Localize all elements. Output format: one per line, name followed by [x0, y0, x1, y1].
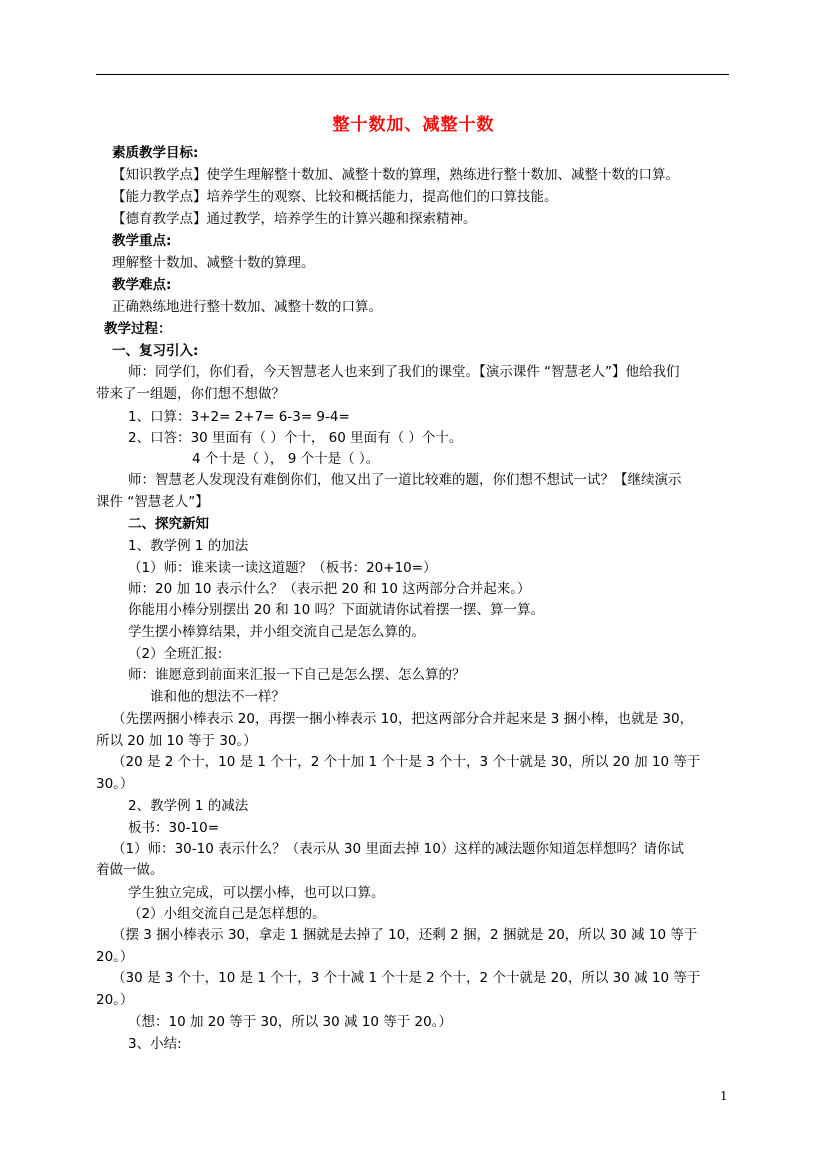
text-line: 理解整十数加、减整十数的算理。	[112, 255, 315, 271]
text-line: 30。）	[96, 776, 134, 792]
section-heading: 教学重点:	[112, 233, 172, 249]
section-heading: 一、复习引入:	[112, 343, 199, 359]
text-line: 课件 “智慧老人”】	[96, 494, 209, 510]
text-line: 【德育教学点】通过教学，培养学生的计算兴趣和探索精神。	[112, 211, 477, 227]
text-line: （摆 3 捆小棒表示 30，拿走 1 捆就是去掉了 10，还剩 2 捆，2 捆就是 20，所以 30 减 10 等于	[112, 927, 698, 943]
text-line: 1、教学例 1 的加法	[128, 538, 249, 554]
section-heading: 二、探究新知	[128, 516, 209, 532]
section-heading: 教学难点:	[112, 277, 172, 293]
text-line: 师：智慧老人发现没有难倒你们，他又出了一道比较难的题，你们想不想试一试？【继续演示	[128, 472, 682, 488]
text-line: 带来了一组题，你们想不想做？	[96, 386, 285, 402]
text-line: 你能用小棒分别摆出 20 和 10 吗？下面就请你试着摆一摆、算一算。	[128, 602, 545, 618]
text-line: 【能力教学点】培养学生的观察、比较和概括能力，提高他们的口算技能。	[112, 189, 558, 205]
text-line: 师：20 加 10 表示什么？（表示把 20 和 10 这两部分合并起来。）	[128, 581, 531, 597]
text-line: 20。）	[96, 992, 134, 1008]
page-number: 1	[720, 1089, 728, 1103]
text-line: 2、口答：30 里面有（ ）个十， 60 里面有（ ）个十。	[128, 430, 463, 446]
text-line: 2、教学例 1 的减法	[128, 798, 249, 814]
text-line: 着做一做。	[96, 862, 164, 878]
text-line: 师：谁愿意到前面来汇报一下自己是怎么摆、怎么算的？	[128, 667, 466, 683]
text-line: 1、口算：3+2= 2+7= 6-3= 9-4=	[128, 409, 350, 425]
text-line: 板书：30-10=	[128, 820, 220, 836]
text-line: 学生独立完成，可以摆小棒，也可以口算。	[128, 885, 385, 901]
text-line: 谁和他的想法不一样？	[150, 689, 285, 705]
page-title: 整十数加、减整十数	[332, 115, 495, 135]
section-heading: 素质教学目标:	[112, 145, 199, 161]
text-line: （先摆两捆小棒表示 20，再摆一捆小棒表示 10，把这两部分合并起来是 3 捆小棒，也就是 30，	[112, 711, 694, 727]
text-line: 3、小结:	[128, 1036, 182, 1052]
text-line: 学生摆小棒算结果，并小组交流自己是怎么算的。	[128, 624, 425, 640]
text-line: 20。）	[96, 949, 134, 965]
text-line: 【知识教学点】使学生理解整十数加、减整十数的算理，熟练进行整十数加、减整十数的口算。	[112, 167, 679, 183]
text-line: （1）师：谁来读一读这道题？（板书：20+10=）	[128, 560, 437, 576]
text-line: （想：10 加 20 等于 30，所以 30 减 10 等于 20。）	[128, 1014, 452, 1030]
text-line: 4 个十是（ ）， 9 个十是（ ）。	[192, 451, 380, 467]
text-line: （2）小组交流自己是怎样想的。	[128, 906, 326, 922]
text-line: （20 是 2 个十，10 是 1 个十，2 个十加 1 个十是 3 个十，3 个十就是 30，所以 20 加 10 等于	[112, 754, 701, 770]
text-line: （30 是 3 个十，10 是 1 个十，3 个十减 1 个十是 2 个十，2 个十就是 20，所以 30 减 10 等于	[112, 970, 701, 986]
text-line: （2）全班汇报:	[128, 646, 223, 662]
text-line: 师：同学们，你们看，今天智慧老人也来到了我们的课堂。【演示课件 “智慧老人”】他给我们	[128, 364, 680, 380]
section-heading: 教学过程：	[104, 321, 172, 337]
text-line: 所以 20 加 10 等于 30。）	[96, 733, 257, 749]
text-line: （1）师：30-10 表示什么？（表示从 30 里面去掉 10）这样的减法题你知道怎样想吗？请你试	[112, 841, 684, 857]
text-line: 正确熟练地进行整十数加、减整十数的口算。	[112, 299, 382, 315]
header-rule	[96, 74, 729, 75]
